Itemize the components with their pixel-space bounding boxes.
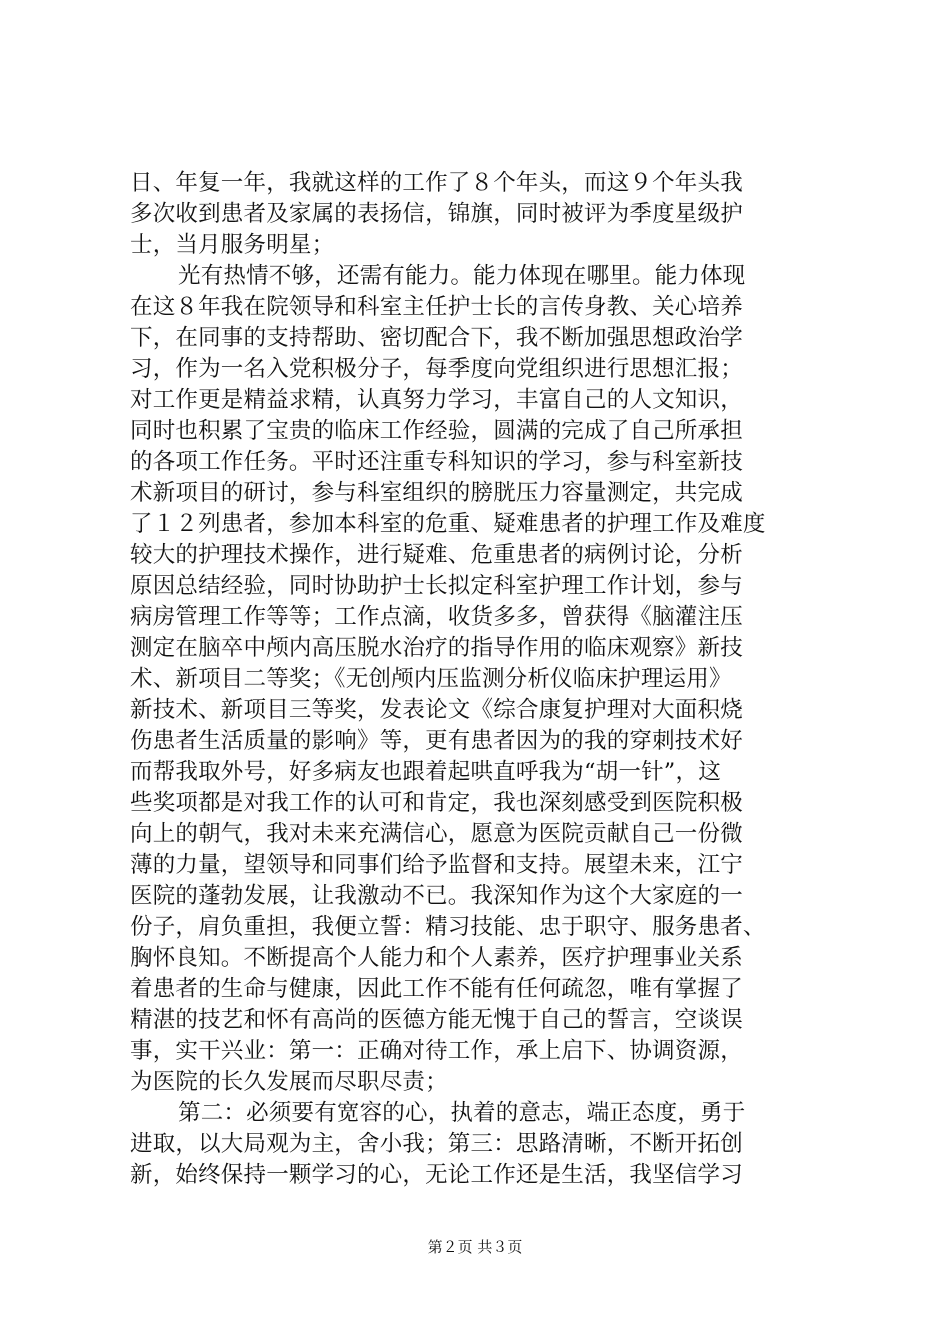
text-line: 着患者的生命与健康，因此工作不能有任何疏忽，唯有掌握了	[130, 976, 743, 1002]
text-line: 原因总结经验，同时协助护士长拟定科室护理工作计划，参与	[130, 573, 743, 599]
text-line: 胸怀良知。不断提高个人能力和个人素养，医疗护理事业关系	[130, 945, 743, 971]
text-line: 精湛的技艺和怀有高尚的医德方能无愧于自己的誓言，空谈误	[130, 1007, 743, 1033]
text-line: 进取，以大局观为主，舍小我；第三：思路清晰，不断开拓创	[130, 1131, 743, 1157]
text-line: 士，当月服务明星；	[130, 232, 335, 258]
text-line: 下，在同事的支持帮助、密切配合下，我不断加强思想政治学	[130, 325, 743, 351]
text-line: 术、新项目二等奖；《无创颅内压监测分析仪临床护理运用》	[130, 666, 732, 692]
text-line: 而帮我取外号，好多病友也跟着起哄直呼我为“胡一针”，这	[130, 759, 721, 785]
text-line: 新，始终保持一颗学习的心，无论工作还是生活，我坚信学习	[130, 1162, 743, 1188]
text-line: 新技术、新项目三等奖，发表论文《综合康复护理对大面积烧	[130, 697, 743, 723]
text-line: 术新项目的研讨，参与科室组织的膀胱压力容量测定，共完成	[130, 480, 743, 506]
text-line: 了１２列患者，参加本科室的危重、疑难患者的护理工作及难度	[130, 511, 766, 537]
text-line: 日、年复一年，我就这样的工作了８个年头，而这９个年头我	[130, 170, 743, 196]
text-line: 习，作为一名入党积极分子，每季度向党组织进行思想汇报；	[130, 356, 743, 382]
document-body	[130, 168, 830, 1191]
text-line: 为医院的长久发展而尽职尽责；	[130, 1069, 448, 1095]
text-line: 医院的蓬勃发展，让我激动不已。我深知作为这个大家庭的一	[130, 883, 743, 909]
text-line: 对工作更是精益求精，认真努力学习，丰富自己的人文知识，	[130, 387, 743, 413]
text-line: 光有热情不够，还需有能力。能力体现在哪里。能力体现	[178, 263, 746, 289]
text-line: 多次收到患者及家属的表扬信，锦旗，同时被评为季度星级护	[130, 201, 743, 227]
text-line: 伤患者生活质量的影响》等，更有患者因为的我的穿刺技术好	[130, 728, 743, 754]
text-line: 测定在脑卒中颅内高压脱水治疗的指导作用的临床观察》新技	[130, 635, 743, 661]
text-line: 较大的护理技术操作，进行疑难、危重患者的病例讨论，分析	[130, 542, 743, 568]
text-line: 份子，肩负重担，我便立誓：精习技能、忠于职守、服务患者、	[130, 914, 766, 940]
text-line: 在这８年我在院领导和科室主任护士长的言传身教、关心培养	[130, 294, 743, 320]
text-line: 病房管理工作等等；工作点滴，收货多多，曾获得《脑灌注压	[130, 604, 743, 630]
text-line: 事，实干兴业：第一：正确对待工作，承上启下、协调资源，	[130, 1038, 743, 1064]
text-line: 同时也积累了宝贵的临床工作经验，圆满的完成了自己所承担	[130, 418, 743, 444]
text-line: 些奖项都是对我工作的认可和肯定，我也深刻感受到医院积极	[130, 790, 743, 816]
text-line: 向上的朝气，我对未来充满信心，愿意为医院贡献自己一份微	[130, 821, 743, 847]
text-line: 的各项工作任务。平时还注重专科知识的学习，参与科室新技	[130, 449, 743, 475]
text-line: 第二：必须要有宽容的心，执着的意志，端正态度，勇于	[178, 1100, 746, 1126]
page-footer: 第２页 共３页	[427, 1238, 523, 1256]
text-line: 薄的力量，望领导和同事们给予监督和支持。展望未来，江宁	[130, 852, 743, 878]
